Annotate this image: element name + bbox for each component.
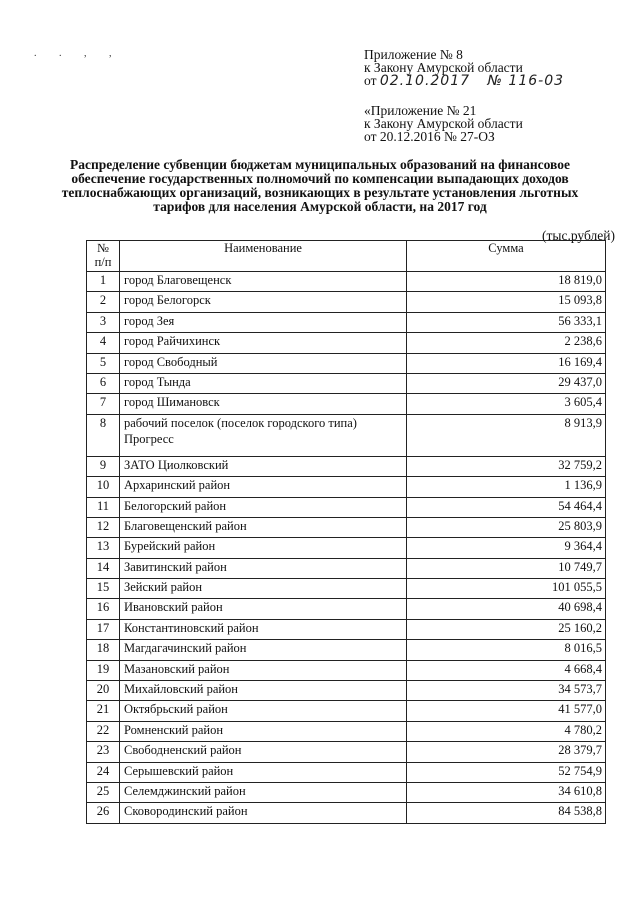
scan-marks: . . , , — [34, 48, 122, 59]
document-title: Распределение субвенции бюджетам муниципальных образований на финансовое обеспечение государственных полномочий по компенсации выпадающих доходов теплоснабжающих организаций, возникающих в результате установления льготных тарифов для населения Амурской области, на 2017 год — [61, 157, 579, 214]
row-sum: 101 055,5 — [407, 579, 606, 599]
row-number: 7 — [87, 394, 120, 414]
table-row — [87, 353, 606, 373]
appendix-date-line — [364, 74, 564, 88]
row-name: Зейский район — [120, 579, 407, 599]
row-number: 12 — [87, 517, 120, 537]
table-header-row — [87, 241, 606, 272]
row-sum: 2 238,6 — [407, 333, 606, 353]
table-row — [87, 292, 606, 312]
row-sum: 28 379,7 — [407, 742, 606, 762]
row-number: 24 — [87, 762, 120, 782]
table-row — [87, 742, 606, 762]
table-row — [87, 782, 606, 802]
row-number: 14 — [87, 558, 120, 578]
row-sum: 4 780,2 — [407, 721, 606, 741]
table-row — [87, 640, 606, 660]
row-name: Свободненский район — [120, 742, 407, 762]
row-sum: 52 754,9 — [407, 762, 606, 782]
appendix-header — [364, 48, 564, 88]
row-sum: 29 437,0 — [407, 373, 606, 393]
row-name: Ромненский район — [120, 721, 407, 741]
row-number: 10 — [87, 477, 120, 497]
row-number: 19 — [87, 660, 120, 680]
table-row — [87, 414, 606, 456]
row-name: Ивановский район — [120, 599, 407, 619]
appendix-number: Приложение № 8 — [364, 47, 463, 62]
row-sum: 25 160,2 — [407, 619, 606, 639]
table-row — [87, 497, 606, 517]
row-name: Благовещенский район — [120, 517, 407, 537]
distribution-table — [86, 240, 606, 824]
row-number: 4 — [87, 333, 120, 353]
table-row — [87, 272, 606, 292]
table-row — [87, 619, 606, 639]
table-row — [87, 762, 606, 782]
row-number: 2 — [87, 292, 120, 312]
row-sum: 4 668,4 — [407, 660, 606, 680]
table-row — [87, 394, 606, 414]
table-row — [87, 721, 606, 741]
row-sum: 15 093,8 — [407, 292, 606, 312]
row-name: город Райчихинск — [120, 333, 407, 353]
row-number: 9 — [87, 456, 120, 476]
table-row — [87, 803, 606, 823]
row-sum: 10 749,7 — [407, 558, 606, 578]
row-name: ЗАТО Циолковский — [120, 456, 407, 476]
row-number: 3 — [87, 312, 120, 332]
row-sum: 3 605,4 — [407, 394, 606, 414]
row-number: 25 — [87, 782, 120, 802]
previous-appendix-date: от 20.12.2016 № 27-ОЗ — [364, 129, 495, 144]
row-sum: 54 464,4 — [407, 497, 606, 517]
row-name: город Благовещенск — [120, 272, 407, 292]
appendix-date-prefix: от — [364, 73, 377, 88]
row-number: 17 — [87, 619, 120, 639]
row-sum: 41 577,0 — [407, 701, 606, 721]
row-number: 8 — [87, 414, 120, 456]
row-name: город Белогорск — [120, 292, 407, 312]
row-name: Архаринский район — [120, 477, 407, 497]
table-row — [87, 517, 606, 537]
row-name: рабочий поселок (поселок городского типа) Прогресс — [120, 414, 407, 456]
units-label: (тыс.рублей) — [542, 228, 615, 243]
row-name: Константиновский район — [120, 619, 407, 639]
row-name: Селемджинский район — [120, 782, 407, 802]
table-row — [87, 579, 606, 599]
row-number: 20 — [87, 681, 120, 701]
row-name: Октябрьский район — [120, 701, 407, 721]
previous-appendix-number: «Приложение № 21 — [364, 103, 477, 118]
row-number: 16 — [87, 599, 120, 619]
row-name: Сковородинский район — [120, 803, 407, 823]
row-name: Магдагачинский район — [120, 640, 407, 660]
row-number: 21 — [87, 701, 120, 721]
row-name: Завитинский район — [120, 558, 407, 578]
table-body — [87, 272, 606, 824]
table-row — [87, 538, 606, 558]
row-name: город Зея — [120, 312, 407, 332]
row-sum: 1 136,9 — [407, 477, 606, 497]
row-number: 1 — [87, 272, 120, 292]
row-number: 23 — [87, 742, 120, 762]
row-sum: 34 573,7 — [407, 681, 606, 701]
row-sum: 8 016,5 — [407, 640, 606, 660]
row-number: 6 — [87, 373, 120, 393]
table-row — [87, 599, 606, 619]
row-sum: 84 538,8 — [407, 803, 606, 823]
row-sum: 9 364,4 — [407, 538, 606, 558]
row-number: 22 — [87, 721, 120, 741]
row-name: город Тында — [120, 373, 407, 393]
row-number: 18 — [87, 640, 120, 660]
row-name: Мазановский район — [120, 660, 407, 680]
table-row — [87, 456, 606, 476]
table-row — [87, 373, 606, 393]
previous-appendix-law-ref: к Закону Амурской области — [364, 116, 523, 131]
previous-appendix-header — [364, 104, 523, 143]
table-row — [87, 558, 606, 578]
table-row — [87, 333, 606, 353]
row-name: Михайловский район — [120, 681, 407, 701]
row-number: 13 — [87, 538, 120, 558]
row-name: Белогорский район — [120, 497, 407, 517]
table-row — [87, 660, 606, 680]
row-number: 15 — [87, 579, 120, 599]
table-row — [87, 681, 606, 701]
row-sum: 8 913,9 — [407, 414, 606, 456]
row-name: Бурейский район — [120, 538, 407, 558]
row-sum: 32 759,2 — [407, 456, 606, 476]
handwritten-date: 02.10.2017 — [379, 73, 471, 89]
row-sum: 16 169,4 — [407, 353, 606, 373]
column-header-number: № п/п — [87, 241, 120, 272]
row-sum: 56 333,1 — [407, 312, 606, 332]
row-name: город Шимановск — [120, 394, 407, 414]
handwritten-number: № 116-03 — [487, 73, 565, 89]
column-header-name: Наименование — [120, 241, 407, 272]
row-name: Серышевский район — [120, 762, 407, 782]
row-sum: 18 819,0 — [407, 272, 606, 292]
row-name: город Свободный — [120, 353, 407, 373]
appendix-law-ref: к Закону Амурской области — [364, 60, 523, 75]
row-sum: 34 610,8 — [407, 782, 606, 802]
column-header-sum: Сумма — [407, 241, 606, 272]
row-number: 11 — [87, 497, 120, 517]
table-row — [87, 477, 606, 497]
row-number: 5 — [87, 353, 120, 373]
row-number: 26 — [87, 803, 120, 823]
table-row — [87, 701, 606, 721]
row-sum: 40 698,4 — [407, 599, 606, 619]
table-row — [87, 312, 606, 332]
row-sum: 25 803,9 — [407, 517, 606, 537]
